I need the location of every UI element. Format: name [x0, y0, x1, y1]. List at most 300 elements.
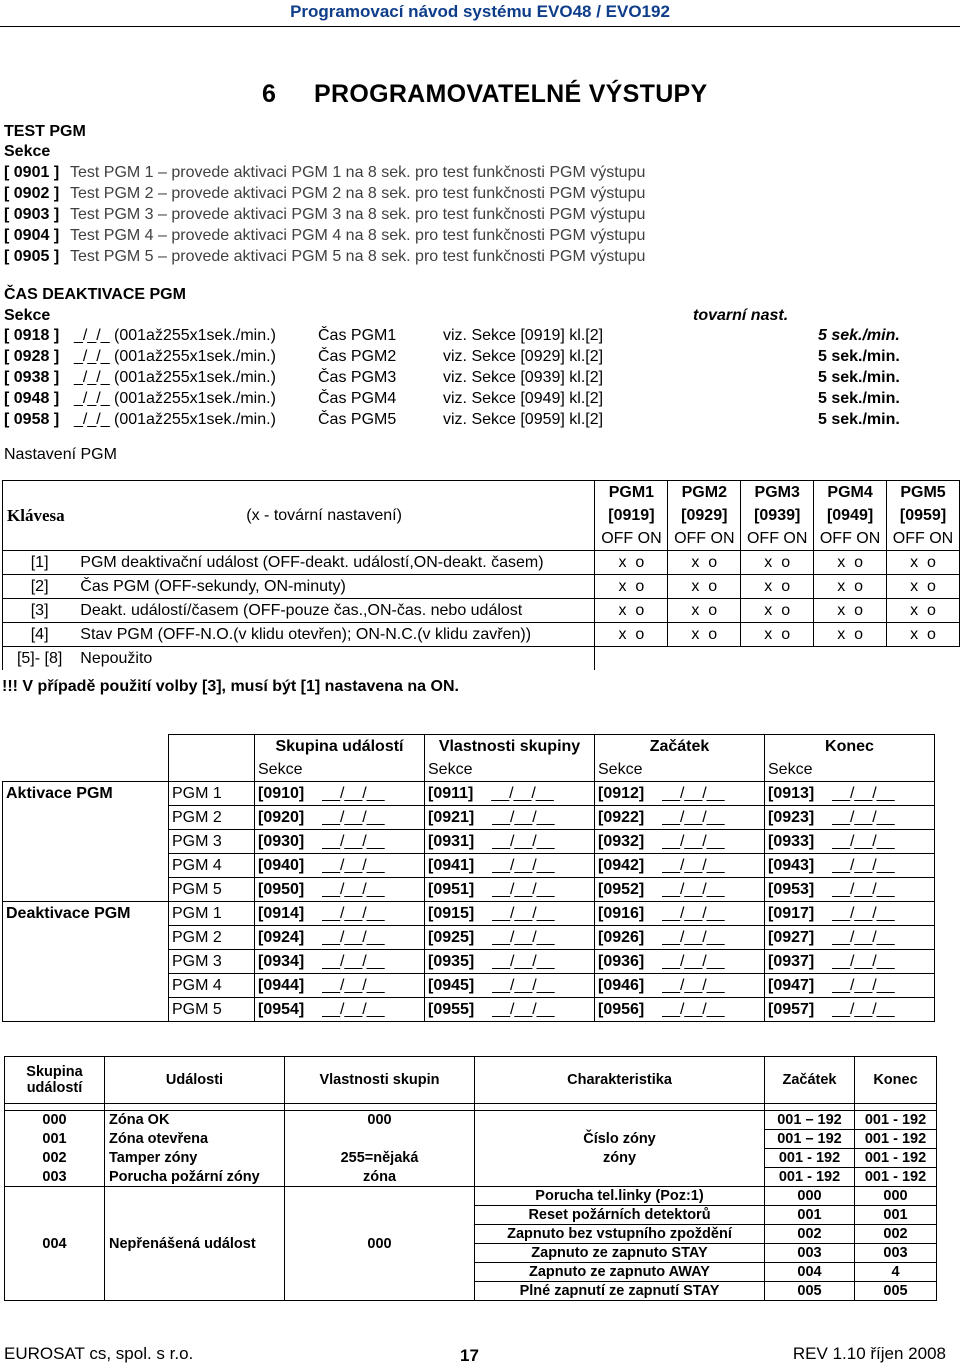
pgm-label: PGM 4 — [169, 974, 255, 998]
section-code: [0921] — [428, 808, 475, 826]
cas-deaktivace-heading: ČAS DEAKTIVACE PGM — [4, 286, 186, 303]
skupiny-row — [3, 878, 935, 902]
udalosti-row — [5, 1187, 937, 1206]
nastaveni-header-blank — [76, 527, 595, 551]
event-property — [285, 1130, 475, 1149]
udalosti-row — [5, 1111, 937, 1130]
pgm-name: PGM5 — [887, 481, 960, 505]
section-code: [0956] — [598, 1000, 645, 1018]
section-code: [0951] — [428, 880, 475, 898]
blank-field: __/__/__ — [492, 832, 555, 850]
blank-field: __/__/__ — [491, 784, 554, 802]
section-code: [0953] — [768, 880, 815, 898]
header-skupina: Skupina událostí — [5, 1057, 105, 1104]
nastaveni-row — [3, 647, 960, 671]
cas-reference: viz. Sekce [0939] kl.[2] — [443, 369, 604, 386]
section-code: [0943] — [768, 856, 815, 874]
udalosti-spacer-row — [5, 1104, 937, 1111]
event-end: 005 — [855, 1282, 937, 1301]
section-cell — [425, 902, 595, 926]
test-pgm-code: [ 0905 ] — [4, 248, 60, 265]
blank-field: __/__/__ — [832, 952, 895, 970]
skupiny-row — [3, 950, 935, 974]
blank-field: __/__/__ — [662, 832, 725, 850]
blank-field: __/__/__ — [832, 1000, 895, 1018]
section-cell — [765, 878, 935, 902]
option-text: PGM deaktivační událost (OFF-deakt. událostí,ON-deakt. časem) — [76, 551, 595, 575]
test-pgm-text: Test PGM 2 – provede aktivaci PGM 2 na 8 sek. pro test funkčnosti PGM výstupu — [70, 185, 646, 202]
section-cell — [595, 926, 765, 950]
group-label: Aktivace PGM — [3, 782, 169, 806]
section-code: [0930] — [258, 832, 305, 850]
nastaveni-table — [2, 480, 960, 670]
test-pgm-code: [ 0904 ] — [4, 227, 60, 244]
test-pgm-section-label: Sekce — [4, 143, 51, 160]
pgm-name: PGM1 — [595, 481, 668, 505]
blank-field: __/__/__ — [662, 928, 725, 946]
section-code: [0914] — [258, 904, 305, 922]
blank-field: __/__/__ — [492, 952, 555, 970]
option-value: x o — [887, 551, 960, 575]
blank-field: __/__/__ — [322, 928, 385, 946]
option-value: x o — [814, 575, 887, 599]
blank-field: __/__/__ — [492, 928, 555, 946]
pgm-label: PGM 1 — [169, 782, 255, 806]
skupiny-row — [3, 902, 935, 926]
udalosti-table — [4, 1056, 937, 1301]
header-vlastnosti: Vlastnosti skupin — [285, 1057, 475, 1104]
blank-field: __/__/__ — [322, 832, 385, 850]
option-value: x o — [887, 599, 960, 623]
pgm-label: PGM 2 — [169, 926, 255, 950]
pgm-section: [0959] — [887, 504, 960, 527]
pgm-label: PGM 3 — [169, 830, 255, 854]
section-cell — [765, 854, 935, 878]
section-cell — [765, 974, 935, 998]
group-label-blank — [3, 926, 169, 950]
cas-field: _/_/_ (001až255x1sek./min.) — [74, 348, 276, 365]
cas-field: _/_/_ (001až255x1sek./min.) — [74, 369, 276, 386]
pgm-label: PGM 4 — [169, 854, 255, 878]
udalosti-row — [5, 1149, 937, 1168]
factory-default-label: tovarní nast. — [693, 307, 789, 324]
event-characteristic: Porucha tel.linky (Poz:1) — [475, 1187, 765, 1206]
pgm-label: PGM 5 — [169, 998, 255, 1022]
pgm-label: PGM 1 — [169, 902, 255, 926]
option-key: [5]- [8] — [3, 647, 77, 671]
event-end: 001 - 192 — [855, 1111, 937, 1130]
blank-field: __/__/__ — [832, 856, 895, 874]
option-value — [814, 647, 887, 671]
cas-field: _/_/_ (001až255x1sek./min.) — [74, 411, 276, 428]
cas-field: _/_/_ (001až255x1sek./min.) — [74, 327, 276, 344]
blank-field: __/__/__ — [492, 808, 555, 826]
section-cell — [255, 854, 425, 878]
section-cell — [255, 950, 425, 974]
cas-name: Čas PGM3 — [318, 369, 397, 386]
pgm-section: [0929] — [668, 504, 741, 527]
sekce-label: Sekce — [595, 758, 765, 782]
pgm-section: [0949] — [814, 504, 887, 527]
option-value: x o — [741, 551, 814, 575]
sekce-label: Sekce — [425, 758, 595, 782]
event-code: 000 — [5, 1111, 105, 1130]
skupiny-subheader-row — [3, 758, 935, 782]
skupiny-header-blank — [169, 735, 255, 759]
event-characteristic — [475, 1168, 765, 1187]
skupiny-row — [3, 926, 935, 950]
event-characteristic: Zapnuto ze zapnuto STAY — [475, 1244, 765, 1263]
cas-name: Čas PGM4 — [318, 390, 397, 407]
blank-field: __/__/__ — [832, 904, 895, 922]
pgm-name: PGM2 — [668, 481, 741, 505]
nastaveni-row — [3, 527, 960, 551]
group-label-blank — [3, 806, 169, 830]
section-cell — [425, 998, 595, 1022]
document-header: Programovací návod systému EVO48 / EVO192 — [290, 2, 670, 21]
section-code: [0934] — [258, 952, 305, 970]
blank-field: __/__/__ — [662, 880, 725, 898]
event-characteristic — [475, 1111, 765, 1130]
event-characteristic: Číslo zóny — [475, 1130, 765, 1149]
header-udalosti: Události — [105, 1057, 285, 1104]
cas-default: 5 sek./min. — [818, 348, 900, 365]
udalosti-row — [5, 1130, 937, 1149]
spacer-cell — [105, 1104, 285, 1111]
section-code: [0957] — [768, 1000, 815, 1018]
blank-field: __/__/__ — [662, 952, 725, 970]
section-cell — [255, 782, 425, 806]
event-characteristic: zóny — [475, 1149, 765, 1168]
nastaveni-row — [3, 599, 960, 623]
blank-field: __/__/__ — [832, 808, 895, 826]
skupiny-header: Konec — [765, 735, 935, 759]
cas-default: 5 sek./min. — [818, 369, 900, 386]
section-cell — [255, 974, 425, 998]
skupiny-header-row — [3, 735, 935, 759]
cas-field: _/_/_ (001až255x1sek./min.) — [74, 390, 276, 407]
section-code: [0911] — [428, 784, 474, 802]
event-end: 001 - 192 — [855, 1130, 937, 1149]
section-cell — [425, 878, 595, 902]
blank-field: __/__/__ — [492, 976, 555, 994]
group-label-blank — [3, 830, 169, 854]
event-start: 004 — [765, 1263, 855, 1282]
option-value — [887, 647, 960, 671]
section-code: [0946] — [598, 976, 645, 994]
skupiny-row — [3, 998, 935, 1022]
blank-field: __/__/__ — [662, 856, 725, 874]
blank-field: __/__/__ — [832, 832, 895, 850]
event-name: Zóna OK — [105, 1111, 285, 1130]
option-value: x o — [814, 551, 887, 575]
event-end: 001 - 192 — [855, 1149, 937, 1168]
event-characteristic: Reset požárních detektorů — [475, 1206, 765, 1225]
skupiny-row — [3, 974, 935, 998]
nastaveni-row — [3, 551, 960, 575]
pgm-name: PGM4 — [814, 481, 887, 505]
blank-field: __/__/__ — [662, 1000, 725, 1018]
event-property: zóna — [285, 1168, 475, 1187]
option-value: x o — [595, 623, 668, 647]
nastaveni-note: !!! V případě použití volby [3], musí být [1] nastavena na ON. — [2, 678, 459, 695]
section-cell — [255, 806, 425, 830]
section-cell — [425, 854, 595, 878]
nastaveni-row — [3, 575, 960, 599]
skupiny-row — [3, 806, 935, 830]
option-key: [1] — [3, 551, 77, 575]
blank-field: __/__/__ — [322, 1000, 385, 1018]
cas-reference: viz. Sekce [0919] kl.[2] — [443, 327, 604, 344]
section-code: [0940] — [258, 856, 305, 874]
option-value: x o — [595, 551, 668, 575]
section-cell — [765, 950, 935, 974]
blank-field: __/__/__ — [492, 856, 555, 874]
skupiny-header: Vlastnosti skupiny — [425, 735, 595, 759]
header-charakteristika: Charakteristika — [475, 1057, 765, 1104]
event-code: 003 — [5, 1168, 105, 1187]
spacer-cell — [285, 1104, 475, 1111]
pgm-label: PGM 2 — [169, 806, 255, 830]
skupiny-table — [2, 734, 935, 1022]
cas-code: [ 0948 ] — [4, 390, 60, 407]
option-text: Čas PGM (OFF-sekundy, ON-minuty) — [76, 575, 595, 599]
pgm-label: PGM 3 — [169, 950, 255, 974]
section-code: [0955] — [428, 1000, 475, 1018]
test-pgm-text: Test PGM 5 – provede aktivaci PGM 5 na 8 sek. pro test funkčnosti PGM výstupu — [70, 248, 646, 265]
header-rule — [0, 26, 960, 27]
group-label-blank — [3, 878, 169, 902]
event-property: 000 — [285, 1111, 475, 1130]
section-cell — [765, 782, 935, 806]
section-cell — [595, 854, 765, 878]
event-end: 001 - 192 — [855, 1168, 937, 1187]
section-code: [0932] — [598, 832, 645, 850]
cas-code: [ 0958 ] — [4, 411, 60, 428]
event-characteristic: Plné zapnutí ze zapnutí STAY — [475, 1282, 765, 1301]
skupiny-header-blank — [3, 735, 169, 759]
option-value — [741, 647, 814, 671]
section-cell — [255, 998, 425, 1022]
nastaveni-header-blank — [76, 481, 595, 505]
event-start: 001 — [765, 1206, 855, 1225]
klavesa-label: Klávesa — [3, 504, 77, 527]
option-value: x o — [887, 623, 960, 647]
legend-label: (x - tovární nastavení) — [76, 504, 595, 527]
cas-reference: viz. Sekce [0949] kl.[2] — [443, 390, 604, 407]
event-start: 005 — [765, 1282, 855, 1301]
nastaveni-header-blank — [3, 527, 77, 551]
event-start: 002 — [765, 1225, 855, 1244]
section-cell — [255, 878, 425, 902]
cas-default: 5 sek./min. — [818, 390, 900, 407]
section-code: [0920] — [258, 808, 305, 826]
blank-field: __/__/__ — [662, 976, 725, 994]
section-cell — [425, 974, 595, 998]
section-code: [0913] — [768, 784, 815, 802]
cas-code: [ 0918 ] — [4, 327, 60, 344]
skupiny-header-blank — [169, 758, 255, 782]
section-code: [0915] — [428, 904, 475, 922]
option-value: x o — [668, 575, 741, 599]
section-cell — [765, 830, 935, 854]
blank-field: __/__/__ — [832, 880, 895, 898]
event-start: 001 – 192 — [765, 1130, 855, 1149]
section-code: [0925] — [428, 928, 475, 946]
off-on-label: OFF ON — [668, 527, 741, 551]
option-key: [3] — [3, 599, 77, 623]
section-cell — [255, 926, 425, 950]
skupiny-row — [3, 854, 935, 878]
section-cell — [595, 902, 765, 926]
group-label-blank — [3, 998, 169, 1022]
spacer-cell — [5, 1104, 105, 1111]
blank-field: __/__/__ — [322, 856, 385, 874]
section-cell — [765, 902, 935, 926]
option-key: [2] — [3, 575, 77, 599]
blank-field: __/__/__ — [662, 808, 725, 826]
option-value: x o — [595, 575, 668, 599]
spacer-cell — [475, 1104, 765, 1111]
section-code: [0924] — [258, 928, 305, 946]
option-value: x o — [668, 551, 741, 575]
section-code: [0922] — [598, 808, 645, 826]
section-cell — [765, 998, 935, 1022]
off-on-label: OFF ON — [887, 527, 960, 551]
test-pgm-code: [ 0901 ] — [4, 164, 60, 181]
option-value: x o — [595, 599, 668, 623]
footer-company: EUROSAT cs, spol. s r.o. — [4, 1344, 194, 1363]
section-cell — [595, 830, 765, 854]
blank-field: __/__/__ — [492, 880, 555, 898]
option-text: Deakt. událostí/časem (OFF-pouze čas.,ON-čas. nebo událost — [76, 599, 595, 623]
chapter-name: PROGRAMOVATELNÉ VÝSTUPY — [314, 80, 708, 108]
section-cell — [255, 902, 425, 926]
event-characteristic: Zapnuto bez vstupního zpoždění — [475, 1225, 765, 1244]
section-cell — [595, 974, 765, 998]
event-start: 000 — [765, 1187, 855, 1206]
event-name: Zóna otevřena — [105, 1130, 285, 1149]
nastaveni-header-blank — [3, 481, 77, 505]
section-cell — [425, 950, 595, 974]
section-cell — [765, 806, 935, 830]
cas-reference: viz. Sekce [0959] kl.[2] — [443, 411, 604, 428]
udalosti-row — [5, 1168, 937, 1187]
event-characteristic: Zapnuto ze zapnuto AWAY — [475, 1263, 765, 1282]
test-pgm-text: Test PGM 4 – provede aktivaci PGM 4 na 8 sek. pro test funkčnosti PGM výstupu — [70, 227, 646, 244]
section-code: [0944] — [258, 976, 305, 994]
blank-field: __/__/__ — [832, 976, 895, 994]
event-end: 4 — [855, 1263, 937, 1282]
event-name: Porucha požární zóny — [105, 1168, 285, 1187]
event-end: 001 — [855, 1206, 937, 1225]
event-start: 001 - 192 — [765, 1149, 855, 1168]
section-code: [0935] — [428, 952, 475, 970]
section-code: [0942] — [598, 856, 645, 874]
section-code: [0923] — [768, 808, 815, 826]
pgm-label: PGM 5 — [169, 878, 255, 902]
spacer-cell — [765, 1104, 855, 1111]
section-cell — [595, 878, 765, 902]
section-code: [0912] — [598, 784, 645, 802]
event-code: 004 — [5, 1187, 105, 1301]
section-code: [0936] — [598, 952, 645, 970]
pgm-name: PGM3 — [741, 481, 814, 505]
nastaveni-row — [3, 623, 960, 647]
nastaveni-row — [3, 504, 960, 527]
footer-revision: REV 1.10 říjen 2008 — [792, 1344, 946, 1363]
skupiny-header-blank — [3, 758, 169, 782]
option-value — [668, 647, 741, 671]
skupiny-row — [3, 782, 935, 806]
pgm-section: [0939] — [741, 504, 814, 527]
cas-name: Čas PGM2 — [318, 348, 397, 365]
blank-field: __/__/__ — [662, 904, 725, 922]
test-pgm-heading: TEST PGM — [4, 123, 86, 140]
section-code: [0916] — [598, 904, 645, 922]
udalosti-header-row — [5, 1057, 937, 1104]
blank-field: __/__/__ — [322, 976, 385, 994]
event-start: 001 - 192 — [765, 1168, 855, 1187]
event-code: 002 — [5, 1149, 105, 1168]
section-cell — [425, 830, 595, 854]
section-code: [0931] — [428, 832, 475, 850]
test-pgm-text: Test PGM 1 – provede aktivaci PGM 1 na 8 sek. pro test funkčnosti PGM výstupu — [70, 164, 646, 181]
section-code: [0941] — [428, 856, 475, 874]
blank-field: __/__/__ — [322, 952, 385, 970]
pgm-section: [0919] — [595, 504, 668, 527]
option-value: x o — [741, 575, 814, 599]
blank-field: __/__/__ — [322, 784, 385, 802]
footer-page-number: 17 — [460, 1346, 479, 1365]
event-property: 000 — [285, 1187, 475, 1301]
chapter-number: 6 — [262, 80, 277, 108]
option-value: x o — [668, 623, 741, 647]
section-code: [0910] — [258, 784, 305, 802]
option-value: x o — [814, 623, 887, 647]
off-on-label: OFF ON — [814, 527, 887, 551]
skupiny-row — [3, 830, 935, 854]
group-label-blank — [3, 854, 169, 878]
option-text: Nepoužito — [76, 647, 595, 671]
event-name: Nepřenášená událost — [105, 1187, 285, 1301]
test-pgm-text: Test PGM 3 – provede aktivaci PGM 3 na 8 sek. pro test funkčnosti PGM výstupu — [70, 206, 646, 223]
test-pgm-code: [ 0902 ] — [4, 185, 60, 202]
option-value: x o — [887, 575, 960, 599]
option-value — [595, 647, 668, 671]
section-code: [0937] — [768, 952, 815, 970]
section-code: [0933] — [768, 832, 815, 850]
section-cell — [765, 926, 935, 950]
blank-field: __/__/__ — [662, 784, 725, 802]
cas-default: 5 sek./min. — [818, 411, 900, 428]
off-on-label: OFF ON — [595, 527, 668, 551]
option-text: Stav PGM (OFF-N.O.(v klidu otevřen); ON-N.C.(v klidu zavřen)) — [76, 623, 595, 647]
cas-code: [ 0938 ] — [4, 369, 60, 386]
skupiny-header: Začátek — [595, 735, 765, 759]
section-code: [0926] — [598, 928, 645, 946]
event-end: 003 — [855, 1244, 937, 1263]
option-value: x o — [668, 599, 741, 623]
section-cell — [595, 806, 765, 830]
nastaveni-row — [3, 481, 960, 505]
test-pgm-code: [ 0903 ] — [4, 206, 60, 223]
section-cell — [595, 950, 765, 974]
sekce-label: Sekce — [255, 758, 425, 782]
option-key: [4] — [3, 623, 77, 647]
cas-name: Čas PGM5 — [318, 411, 397, 428]
event-start: 003 — [765, 1244, 855, 1263]
